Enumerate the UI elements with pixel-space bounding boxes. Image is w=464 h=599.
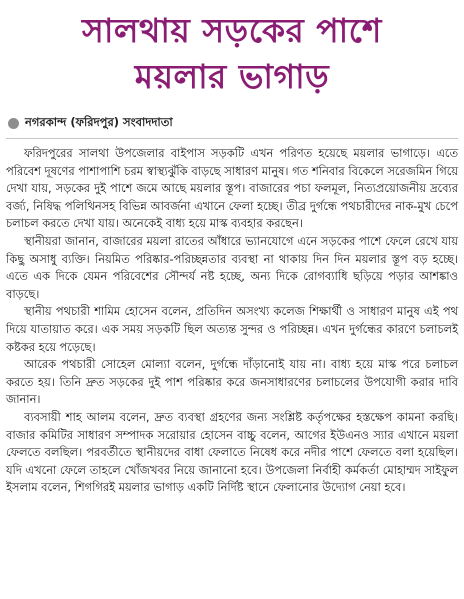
news-clipping (0, 8, 464, 599)
paragraph-3: স্থানীয় পথচারী শামিম হোসেন বলেন, প্রতিদিন অসংখ্য কলেজ শিক্ষার্থী ও সাধারণ মানুষ এই পথ দিয়ে যাতায়াত করে। এক সময় সড়কটি ছিল অত্যন্ত সুন্দর ও পরিচ্ছন্ন। এখন দুর্গন্ধের কারণে চলাচলই কষ্টকর হয়ে পড়েছে। (6, 304, 458, 354)
paragraph-4: আরেক পথচারী সোহেল মোল্যা বলেন, দুর্গন্ধে দাঁড়ানোই যায় না। বাধ্য হয়ে মাস্ক পরে চলাচল করতে হয়। তিনি দ্রুত সড়কের দুই পাশ পরিষ্কার করে জনসাধারণের চলাচলের উপযোগী করার দাবি জানান। (6, 357, 458, 407)
divider (6, 138, 458, 139)
paragraph-1: ফরিদপুরের সালথা উপজেলার বাইপাস সড়কটি এখন পরিণত হয়েছে ময়লার ভাগাড়ে। এতে পরিবেশ দূষণের পাশাপাশি চরম স্বাস্থ্যঝুঁকি বাড়ছে সাধারণ মানুষ। গত শনিবার বিকেলে সরেজমিন গিয়ে দেখা যায়, সড়কের দুই পাশে জমে আছে ময়লার স্তূপ। বাজারের পচা ফলমূল, নিত্যপ্রয়োজনীয় দ্রব্যের বর্জ্য, নিষিদ্ধ পলিথিনসহ বিভিন্ন আবর্জনা এখানে ফেলা হচ্ছে। তীব্র দুর্গন্ধে পথচারীদের নাক-মুখ চেপে চলাচল করতে দেখা যায়। অনেকেই বাধ্য হয়ে মাস্ক ব্যবহার করছেন। (6, 146, 458, 231)
article-body (6, 145, 458, 497)
byline-text: নগরকান্দ (ফরিদপুর) সংবাদদাতা (25, 115, 173, 129)
headline-line-1: সালথায় সড়কের পাশে (82, 11, 382, 50)
paragraph-5: ব্যবসায়ী শাহ আলম বলেন, দ্রুত ব্যবস্থা গ্রহণের জন্য সংশ্লিষ্ট কর্তৃপক্ষের হস্তক্ষেপ কামনা করছি। বাজার কমিটির সাধারণ সম্পাদক সরোয়ার হোসেন বাচ্চু বলেন, আগের ইউএনও স্যার এখানে ময়লা ফেলতে বলছিল। পরবর্তীতে স্থানীয়দের বাধা ফেলাতে নিষেধ করে নদীর পাশে ফেলতে বলা হয়েছিল। যদি এখনো ফেলে তাহলে খোঁজখবর নিয়ে জানানো হবে। উপজেলা নির্বাহী কর্মকর্তা মোহাম্মদ সাইফুল ইসলাম বলেন, শিগগিরই ময়লার ভাগাড় একটি নির্দিষ্ট স্থানে ফেলানোর উদ্যোগ নেয়া হবে। (6, 409, 458, 495)
headline-line-2: ময়লার ভাগাড় (134, 57, 330, 96)
headline (6, 8, 458, 100)
paragraph-2: স্থানীয়রা জানান, বাজারের ময়লা রাতের আঁধারে ভ্যানযোগে এনে সড়কের পাশে ফেলে রেখে যায় কিছু অসাধু ব্যক্তি। নিয়মিত পরিষ্কার-পরিচ্ছন্নতার ব্যবস্থা না থাকায় দিন দিন ময়লার স্তূপ বড় হচ্ছে। এতে এক দিকে যেমন পরিবেশের সৌন্দর্য নষ্ট হচ্ছে, অন্য দিকে রোগব্যাধি ছড়িয়ে পড়ার আশঙ্কাও বাড়ছে। (6, 233, 458, 301)
bullet-dot-icon (8, 118, 19, 129)
byline (8, 114, 458, 133)
